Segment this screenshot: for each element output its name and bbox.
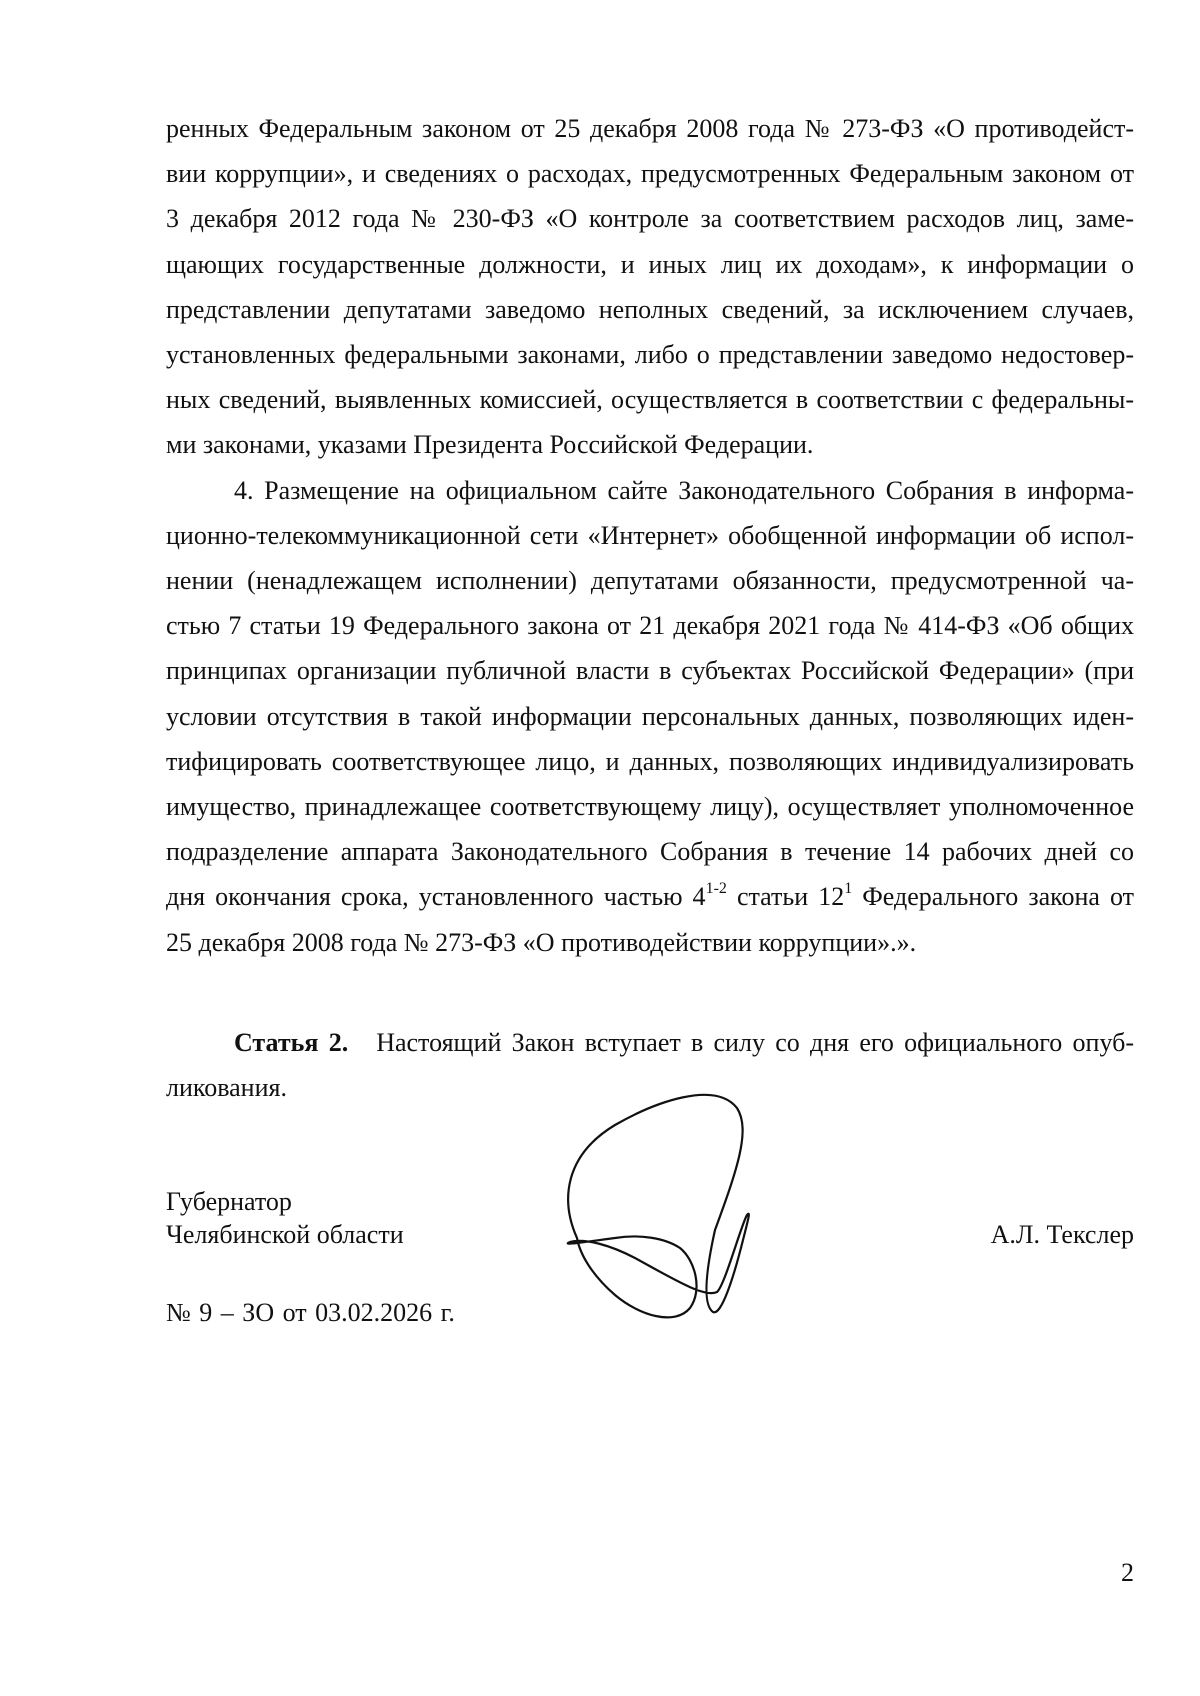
signatory-name: А.Л. Текслер	[990, 1220, 1134, 1249]
text-fragment: Федерального закона от	[852, 882, 1134, 912]
article-2-line	[166, 1020, 1134, 1065]
text-line: 3 декабря 2012 года № 230-ФЗ «О контроле за соответствием расходов лиц, заме-	[166, 204, 1134, 234]
handwritten-signature	[555, 1080, 785, 1330]
text-line: имущество, принадлежащее соответствующему лицу), осуществляет уполномоченное	[166, 792, 1134, 822]
text-line: установленных федеральными законами, либо о представлении заведомо недостовер-	[166, 340, 1134, 370]
signatory-title	[166, 1185, 404, 1251]
text-line: щающих государственные должности, и иных лиц их доходам», к информации о	[166, 249, 1134, 279]
text-line: вии коррупции», и сведениях о расходах, предусмотренных Федеральным законом от	[166, 159, 1134, 189]
signatory-title-line: Челябинской области	[166, 1220, 404, 1249]
text-line: нении (ненадлежащем исполнении) депутатами обязанности, предусмотренной ча-	[166, 566, 1134, 596]
text-line: стью 7 статьи 19 Федерального закона от 21 декабря 2021 года № 414-ФЗ «Об общих	[166, 611, 1134, 641]
text-line: ликования.	[166, 1073, 287, 1103]
text-line: ных сведений, выявленных комиссией, осуществляется в соответствии с федеральны-	[166, 385, 1134, 415]
text-line: условии отсутствия в такой информации персональных данных, позволяющих иден-	[166, 701, 1134, 731]
document-body	[166, 106, 1134, 1110]
text-line: принципах организации публичной власти в субъектах Российской Федерации» (при	[166, 656, 1134, 686]
article-text: Настоящий Закон вступает в силу со дня его официального опуб-	[376, 1027, 1134, 1057]
text-line: представлении депутатами заведомо неполных сведений, за исключением случаев,	[166, 294, 1134, 324]
text-line: ционно-телекоммуникационной сети «Интернет» обобщенной информации об испол-	[166, 520, 1134, 550]
text-fragment: статьи 12	[726, 882, 845, 912]
text-line: 25 декабря 2008 года № 273-ФЗ «О противодействии коррупции».».	[166, 927, 917, 957]
text-line: тифицировать соответствующее лицо, и данных, позволяющих индивидуализировать	[166, 746, 1134, 776]
superscript: 1-2	[705, 880, 727, 898]
superscript: 1	[844, 880, 853, 898]
signatory-title-line: Губернатор	[166, 1187, 292, 1216]
paragraph-continuation	[166, 106, 1134, 468]
paragraph-4	[166, 468, 1134, 965]
text-line: ми законами, указами Президента Российской Федерации.	[166, 430, 814, 460]
document-number: № 9 – ЗО от 03.02.2026 г.	[166, 1298, 455, 1327]
page-number: 2	[1121, 1558, 1134, 1587]
text-line: подразделение аппарата Законодательного Собрания в течение 14 рабочих дней со	[166, 837, 1134, 867]
text-fragment: дня окончания срока, установленного частью 4	[166, 882, 706, 912]
text-line-with-superscripts	[166, 874, 1134, 919]
article-label: Статья 2.	[234, 1027, 349, 1057]
text-line: ренных Федеральным законом от 25 декабря 2008 года № 273-ФЗ «О противодейст-	[166, 114, 1134, 143]
text-line: 4. Размещение на официальном сайте Законодательного Собрания в информа-	[234, 475, 1134, 505]
